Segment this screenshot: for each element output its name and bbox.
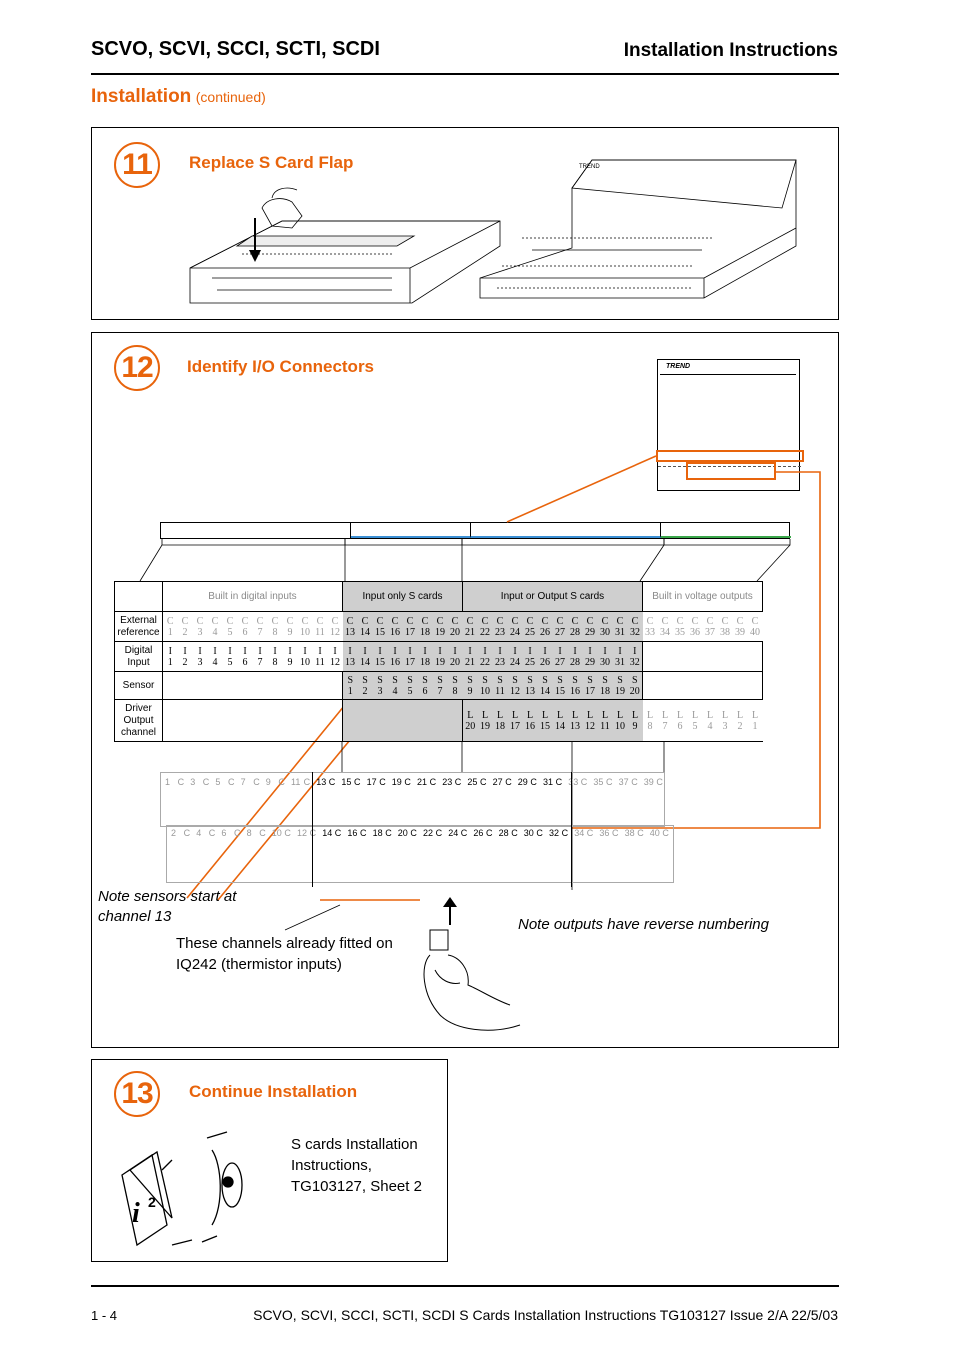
terminal-label: 32: [549, 828, 560, 838]
page-number: 1 - 4: [91, 1308, 118, 1323]
digital-input-cell: I 27: [553, 642, 568, 672]
digital-input-cell: I 10: [298, 642, 313, 672]
digital-input-cell: I 26: [538, 642, 553, 672]
ext-ref-cell: C 6: [238, 612, 253, 642]
sensor-empty-builtin: [163, 672, 343, 700]
sensor-cell: S 14: [538, 672, 553, 700]
terminal-label: C: [354, 777, 361, 787]
sensor-cell: S 16: [568, 672, 583, 700]
digital-input-cell: I 2: [178, 642, 193, 672]
terminal-label: C: [334, 828, 342, 838]
sensor-cell: S 9: [463, 672, 478, 700]
sensor-cell: S 3: [373, 672, 388, 700]
digital-input-cell: I 4: [208, 642, 223, 672]
ext-ref-cell: C 20: [448, 612, 463, 642]
digital-input-cell: I 7: [253, 642, 268, 672]
terminal-label: 19: [391, 777, 402, 787]
digital-input-cell: I 15: [373, 642, 388, 672]
terminal-label: 12: [297, 828, 308, 838]
terminal-label: 4: [196, 828, 202, 838]
terminal-label: 31: [543, 777, 554, 787]
terminal-label: 9: [265, 777, 271, 787]
terminal-label: C: [480, 777, 487, 787]
ext-ref-cell: C 8: [268, 612, 283, 642]
terminal-label: C: [309, 828, 317, 838]
ext-ref-cell: C 23: [493, 612, 508, 642]
terminal-label: C: [656, 777, 663, 787]
terminal-label: 38: [624, 828, 635, 838]
terminal-label: 5: [215, 777, 221, 787]
group-input-output: Input or Output S cards: [463, 582, 643, 612]
ext-ref-cell: C 21: [463, 612, 478, 642]
terminal-label: C: [486, 828, 493, 838]
ext-ref-cell: C 16: [388, 612, 403, 642]
ext-ref-cell: C 22: [478, 612, 493, 642]
row-label-digital-input: Digital Input: [115, 642, 163, 672]
digital-input-cell: I 17: [403, 642, 418, 672]
ext-ref-cell: C 27: [553, 612, 568, 642]
digital-input-cell: I 31: [613, 642, 628, 672]
group-builtin-voltage: Built in voltage outputs: [643, 582, 763, 612]
terminal-label: 3: [190, 777, 196, 787]
sensor-cell: S 1: [343, 672, 358, 700]
output-channel-cell: L 10: [613, 700, 628, 742]
sensor-cell: S 12: [508, 672, 523, 700]
sensor-empty-voltage: [643, 672, 763, 700]
step-title-13: Continue Installation: [189, 1082, 358, 1101]
ext-ref-cell: C 32: [628, 612, 643, 642]
terminal-label: 27: [492, 777, 503, 787]
ext-ref-cell: C 17: [403, 612, 418, 642]
info-icon-superscript: 2: [148, 1194, 156, 1210]
sensor-cell: S 6: [418, 672, 433, 700]
sensor-cell: S 4: [388, 672, 403, 700]
terminal-label: 2: [171, 828, 177, 838]
output-channel-cell: L 19: [478, 700, 493, 742]
digital-input-cell: I 5: [223, 642, 238, 672]
digital-input-cell: I 23: [493, 642, 508, 672]
ext-ref-cell: C 37: [703, 612, 718, 642]
ext-ref-cell: C 34: [658, 612, 673, 642]
ext-ref-cell: C 24: [508, 612, 523, 642]
terminal-label: C: [612, 828, 619, 838]
ext-ref-cell: C 28: [568, 612, 583, 642]
row-label-sensor: Sensor: [115, 672, 163, 700]
sensor-cell: S 19: [613, 672, 628, 700]
step-number-12: 12: [114, 345, 160, 391]
terminal-label: 34: [574, 828, 585, 838]
io-connector-table: [114, 581, 763, 742]
terminal-label: C: [536, 828, 543, 838]
ext-ref-cell: C 29: [583, 612, 598, 642]
output-channel-cell: L 8: [643, 700, 658, 742]
terminal-label: C: [530, 777, 537, 787]
digital-input-cell: I 16: [388, 642, 403, 672]
terminal-label: C: [505, 777, 512, 787]
digital-input-cell: I 19: [433, 642, 448, 672]
ext-ref-cell: C 26: [538, 612, 553, 642]
digital-input-cell: I 9: [283, 642, 298, 672]
terminal-label: C: [580, 777, 588, 787]
ext-ref-cell: C 31: [613, 612, 628, 642]
output-channel-cell: L 20: [463, 700, 478, 742]
terminal-label: 18: [372, 828, 383, 838]
terminal-label: C: [410, 828, 417, 838]
terminal-label: 16: [347, 828, 358, 838]
ext-ref-cell: C 40: [748, 612, 763, 642]
terminal-label: 1: [165, 777, 171, 787]
ext-ref-cell: C 39: [733, 612, 748, 642]
terminal-label: 39: [643, 777, 654, 787]
note-sensors-start: Note sensors start at channel 13: [98, 888, 237, 925]
reference-document-icon: [112, 1130, 252, 1255]
step-number-11: 11: [114, 142, 160, 188]
group-input-only: Input only S cards: [343, 582, 463, 612]
terminal-label: C: [284, 828, 291, 838]
sensor-cell: S 17: [583, 672, 598, 700]
step-number-13: 13: [114, 1071, 160, 1117]
terminal-label: 22: [423, 828, 434, 838]
terminal-label: 6: [221, 828, 227, 838]
digital-input-cell: I 11: [313, 642, 328, 672]
ext-ref-cell: C 36: [688, 612, 703, 642]
digital-input-cell: I 1: [163, 642, 178, 672]
terminal-label: 36: [599, 828, 610, 838]
digital-input-cell: I 32: [628, 642, 643, 672]
note-already-fitted: These channels already fitted on IQ242 (thermistor inputs): [176, 935, 393, 973]
digital-input-cell: I 18: [418, 642, 433, 672]
up-arrow-icon: [443, 897, 457, 907]
digital-input-cell: I 12: [328, 642, 343, 672]
digital-input-cell: I 24: [508, 642, 523, 672]
ext-ref-cell: C 35: [673, 612, 688, 642]
output-channel-cell: L 16: [523, 700, 538, 742]
terminal-label: 37: [618, 777, 629, 787]
sensor-cell: S 11: [493, 672, 508, 700]
terminal-label: 21: [417, 777, 428, 787]
output-channel-cell: L 15: [538, 700, 553, 742]
digital-input-cell: I 3: [193, 642, 208, 672]
sensor-cell: S 8: [448, 672, 463, 700]
step-13-panel: [91, 1059, 448, 1262]
ext-ref-cell: C 14: [358, 612, 373, 642]
terminal-label: 15: [341, 777, 352, 787]
ext-ref-cell: C 15: [373, 612, 388, 642]
document-models-title: SCVO, SCVI, SCCI, SCTI, SCDI: [91, 38, 380, 60]
output-channel-cell: L 13: [568, 700, 583, 742]
ext-ref-cell: C 38: [718, 612, 733, 642]
section-title: Installation: [91, 86, 192, 107]
digital-input-cell: I 29: [583, 642, 598, 672]
terminal-label: 10: [271, 828, 282, 838]
terminal-label: C: [208, 828, 216, 838]
terminal-label: 7: [240, 777, 246, 787]
terminal-label: C: [429, 777, 437, 787]
ext-ref-cell: C 1: [163, 612, 178, 642]
ext-ref-cell: C 13: [343, 612, 358, 642]
terminal-label: C: [259, 828, 266, 838]
sensor-cell: S 20: [628, 672, 643, 700]
terminal-label: C: [511, 828, 518, 838]
digital-input-cell: I 21: [463, 642, 478, 672]
terminal-label: 40: [649, 828, 660, 838]
terminal-label: C: [404, 777, 411, 787]
output-channel-cell: L 11: [598, 700, 613, 742]
sensor-cell: S 15: [553, 672, 568, 700]
terminal-label: 11: [291, 777, 301, 787]
digital-input-cell: I 28: [568, 642, 583, 672]
ext-ref-cell: C 3: [193, 612, 208, 642]
terminal-label: C: [379, 777, 386, 787]
output-channel-cell: L 17: [508, 700, 523, 742]
s-card-terminal-region: [309, 772, 572, 887]
digital-input-cell: I 30: [598, 642, 613, 672]
digital-input-cell: I 25: [523, 642, 538, 672]
terminal-label: C: [460, 828, 468, 838]
ext-ref-cell: C 30: [598, 612, 613, 642]
output-channel-cell: L 1: [748, 700, 763, 742]
ext-ref-cell: C 10: [298, 612, 313, 642]
footer-document-reference: SCVO, SCVI, SCCI, SCTI, SCDI S Cards Installation Instructions TG103127 Issue 2/A 22/5/03: [253, 1307, 838, 1323]
ext-ref-cell: C 7: [253, 612, 268, 642]
terminal-label: C: [202, 777, 210, 787]
terminal-label: C: [303, 777, 311, 787]
terminal-label: 28: [498, 828, 509, 838]
output-channel-cell: L 7: [658, 700, 673, 742]
terminal-label: C: [435, 828, 443, 838]
terminal-label: C: [454, 777, 462, 787]
terminal-label: C: [328, 777, 336, 787]
terminal-label: 20: [397, 828, 408, 838]
ext-ref-cell: C 19: [433, 612, 448, 642]
terminal-label: 35: [593, 777, 604, 787]
output-channel-cell: L 5: [688, 700, 703, 742]
terminal-label: C: [637, 828, 644, 838]
info-icon-letter: i: [132, 1198, 140, 1229]
terminal-label: C: [228, 777, 235, 787]
note-reverse-numbering: Note outputs have reverse numbering: [518, 916, 769, 933]
ext-ref-cell: C 12: [328, 612, 343, 642]
output-channel-cell: L 12: [583, 700, 598, 742]
sensor-cell: S 13: [523, 672, 538, 700]
ext-ref-cell: C 2: [178, 612, 193, 642]
terminal-label: C: [385, 828, 392, 838]
terminal-label: C: [555, 777, 563, 787]
digital-input-cell: I 22: [478, 642, 493, 672]
output-channel-cell: L 18: [493, 700, 508, 742]
ext-ref-cell: C 33: [643, 612, 658, 642]
section-subtitle: (continued): [195, 89, 266, 105]
terminal-label: 26: [473, 828, 484, 838]
terminal-label: 17: [366, 777, 377, 787]
output-channel-cell: L 2: [733, 700, 748, 742]
controller-brand-logo: TREND: [666, 363, 691, 370]
row-label-external-reference: External reference: [115, 612, 163, 642]
terminal-label: C: [606, 777, 613, 787]
ext-ref-cell: C 11: [313, 612, 328, 642]
terminal-label: C: [278, 777, 285, 787]
sensor-cell: S 7: [433, 672, 448, 700]
output-channel-cell: L 9: [628, 700, 643, 742]
digital-input-cell: I 20: [448, 642, 463, 672]
ext-ref-cell: C 5: [223, 612, 238, 642]
terminal-label: 30: [523, 828, 534, 838]
unit-brand-logo: TREND: [579, 164, 600, 170]
output-channel-cell: L 6: [673, 700, 688, 742]
group-builtin-digital: Built in digital inputs: [163, 582, 343, 612]
ext-ref-cell: C 9: [283, 612, 298, 642]
digital-input-cell: I 14: [358, 642, 373, 672]
output-channel-cell: L 3: [718, 700, 733, 742]
digital-input-empty: [643, 642, 763, 672]
terminal-label: C: [586, 828, 594, 838]
ext-ref-cell: C 18: [418, 612, 433, 642]
terminal-label: C: [561, 828, 569, 838]
terminal-label: 25: [467, 777, 478, 787]
terminal-label: C: [360, 828, 367, 838]
digital-input-cell: I 13: [343, 642, 358, 672]
terminal-label: C: [662, 828, 669, 838]
sensor-cell: S 18: [598, 672, 613, 700]
terminal-label: C: [234, 828, 241, 838]
terminal-label: 13: [316, 777, 327, 787]
output-empty-builtin: [163, 700, 343, 742]
terminal-label: 23: [442, 777, 453, 787]
row-label-driver-output: Driver Output channel: [115, 700, 163, 742]
terminal-label: C: [253, 777, 260, 787]
sensor-cell: S 10: [478, 672, 493, 700]
ext-ref-cell: C 25: [523, 612, 538, 642]
ext-ref-cell: C 4: [208, 612, 223, 642]
step-13-reference-text: S cards Installation Instructions, TG103127, Sheet 2: [291, 1136, 422, 1195]
footer-rule: [91, 1285, 839, 1287]
output-empty-input-only: [343, 700, 463, 742]
terminal-label: C: [631, 777, 638, 787]
hand-connector-illustration: [400, 895, 550, 1045]
sensor-cell: S 5: [403, 672, 418, 700]
terminal-label: 24: [448, 828, 459, 838]
output-channel-cell: L 4: [703, 700, 718, 742]
output-channel-cell: L 14: [553, 700, 568, 742]
terminal-label: C: [177, 777, 185, 787]
digital-input-cell: I 6: [238, 642, 253, 672]
terminal-label: C: [183, 828, 191, 838]
sensor-cell: S 2: [358, 672, 373, 700]
terminal-label: 33: [568, 777, 579, 787]
step-title-12: Identify I/O Connectors: [187, 357, 375, 376]
terminal-label: 29: [517, 777, 528, 787]
step-title-11: Replace S Card Flap: [189, 153, 354, 172]
terminal-label: 8: [246, 828, 252, 838]
terminal-label: 14: [322, 828, 333, 838]
digital-input-cell: I 8: [268, 642, 283, 672]
document-type-title: Installation Instructions: [623, 40, 838, 61]
